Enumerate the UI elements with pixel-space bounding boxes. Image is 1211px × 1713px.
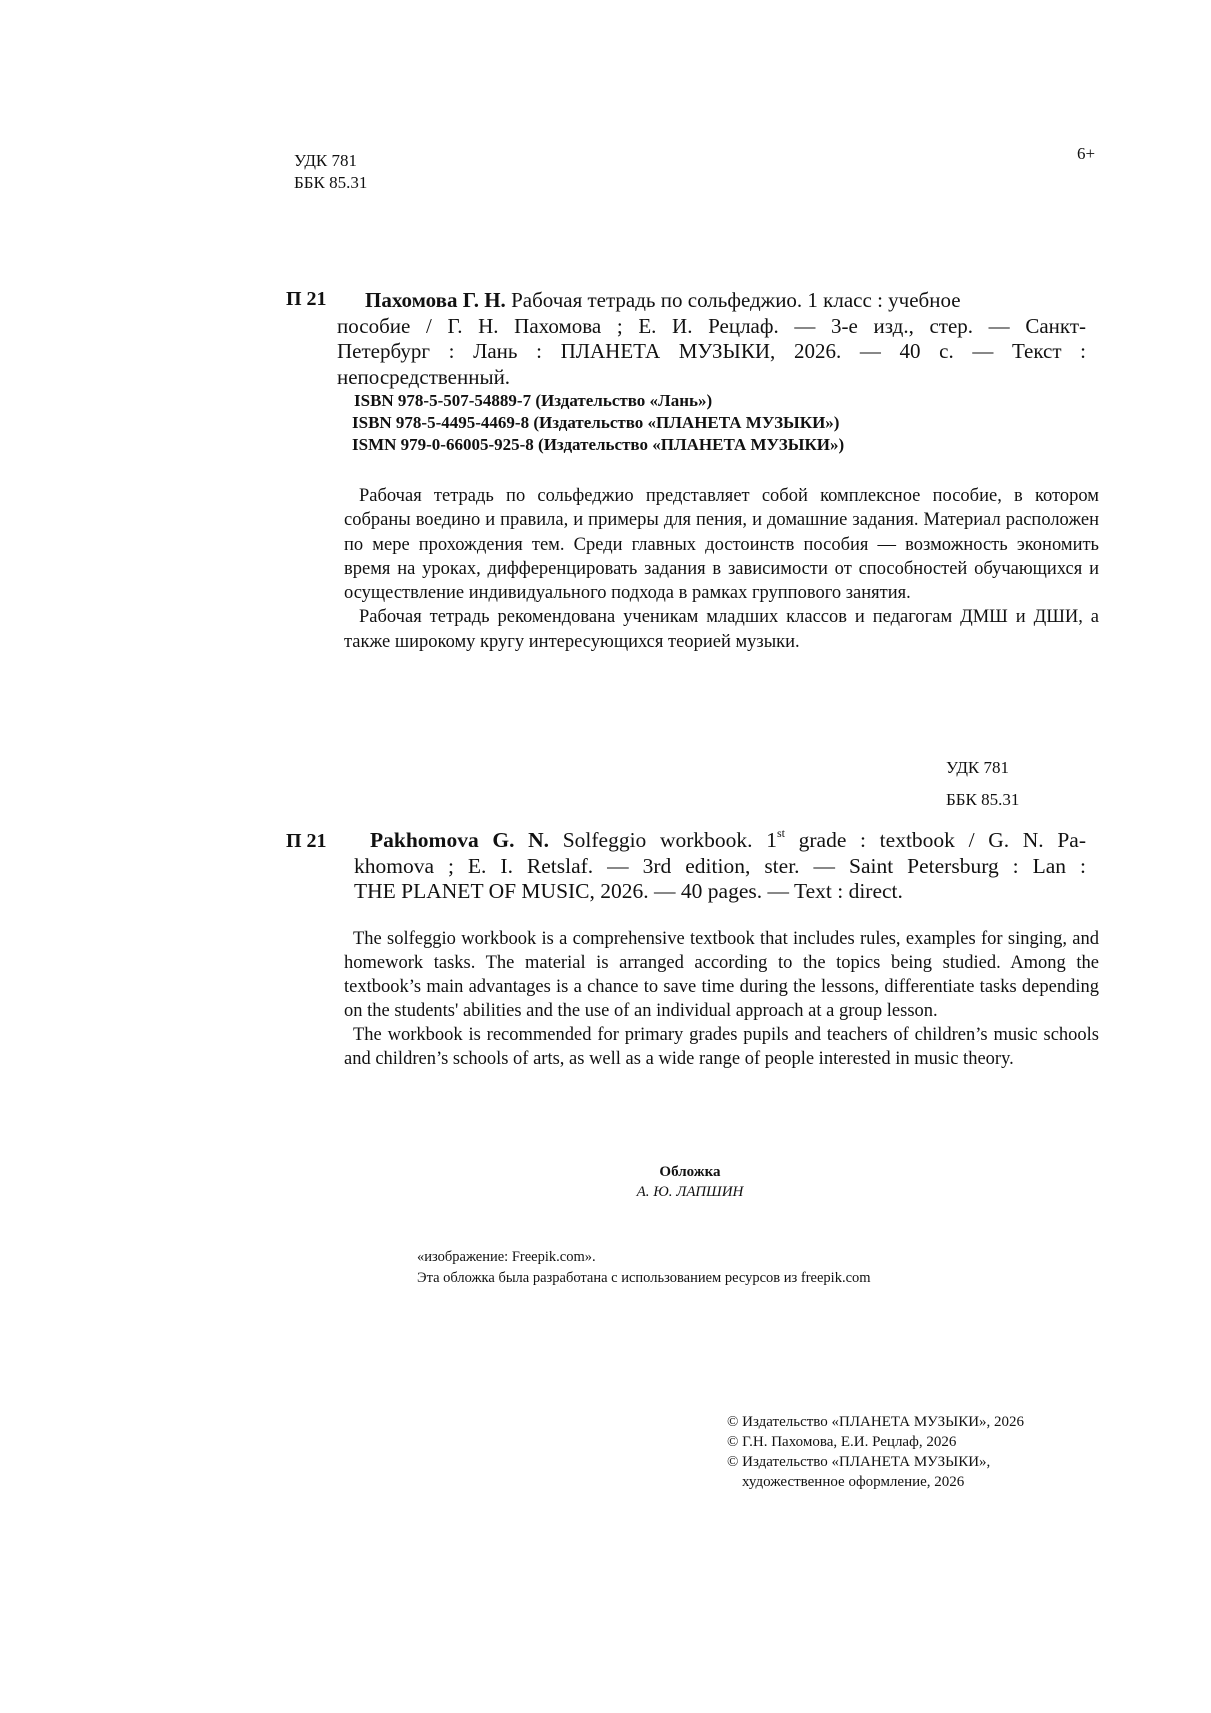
annotation-ru-paragraph-2: Рабочая тетрадь рекомендована ученикам младших классов и педагогам ДМШ и ДШИ, а также широкому кругу интересующихся теорией музыки. xyxy=(344,607,1099,652)
copyright-line-4: художественное оформление, 2026 xyxy=(742,1474,965,1490)
copyright-block xyxy=(727,1412,1024,1492)
copyright-line-3: © Издательство «ПЛАНЕТА МУЗЫКИ», xyxy=(727,1454,991,1470)
bib-line-4: непосредственный. xyxy=(337,364,511,389)
cover-label: Обложка xyxy=(659,1164,721,1180)
ordinal-suffix: st xyxy=(776,826,785,840)
annotation-ru-paragraph-1: Рабочая тетрадь по сольфеджио представляет собой комплексное пособие, в котором собраны воедино и правила, и примеры для пения, и домашние задания. Материал расположен по мере прохождения тем. Среди главных достоинств пособия — возможность экономить время на уроках, дифференцировать задания в зависимости от способностей обучающихся и осуществление индивидуального подхода в рамках группового занятия. xyxy=(344,486,1099,604)
copyright-line-1: © Издательство «ПЛАНЕТА МУЗЫКИ», 2026 xyxy=(727,1414,1025,1430)
bib-line-1 xyxy=(337,288,1086,314)
image-credit-line-2: Эта обложка была разработана с использованием ресурсов из freepik.com xyxy=(417,1270,871,1286)
ismn-planet: ISMN 979-0-66005-925-8 (Издательство «ПЛАНЕТА МУЗЫКИ») xyxy=(352,435,845,454)
title-en-b: grade : textbook / G. N. Pa- xyxy=(798,828,1087,852)
udk-code: УДК 781 xyxy=(294,151,358,170)
age-rating: 6+ xyxy=(1077,144,1096,163)
en-bib-line-2: khomova ; E. I. Retslaf. — 3rd edition, ster. — Saint Petersburg : Lan : xyxy=(354,853,1086,878)
title-ru: Рабочая тетрадь по сольфеджио. 1 класс : учебное xyxy=(511,288,961,312)
author-sign-ru: П 21 xyxy=(286,288,327,310)
author-en: Pakhomova G. N. xyxy=(370,828,550,852)
annotation-ru xyxy=(344,484,1099,654)
cover-artist: А. Ю. ЛАПШИН xyxy=(636,1184,744,1200)
bbk-code: ББК 85.31 xyxy=(294,173,368,192)
bib-line-2: пособие / Г. Н. Пахомова ; Е. И. Рецлаф. — 3-е изд., стер. — Санкт- xyxy=(337,313,1086,338)
bibliographic-record-en xyxy=(354,828,1086,905)
classification-block-en xyxy=(946,752,1019,816)
bib-line-3: Петербург : Лань : ПЛАНЕТА МУЗЫКИ, 2026. — 40 с. — Текст : xyxy=(337,339,1086,363)
udk-code-en: УДК 781 xyxy=(946,758,1010,777)
annotation-en-paragraph-1: The solfeggio workbook is a comprehensive textbook that includes rules, examples for singing, and homework tasks. The material is arranged according to the topics being studied. Among the textbook’s main advantages is a chance to save time during the lessons, differentiate tasks depending on the students' abilities and the use of an individual approach at a group lesson. xyxy=(344,929,1099,1021)
author-ru: Пахомова Г. Н. xyxy=(365,288,506,312)
classification-block-top xyxy=(294,150,367,194)
bibliographic-record-ru xyxy=(337,288,1086,390)
author-sign-en: П 21 xyxy=(286,830,327,852)
isbn-planet: ISBN 978-5-4495-4469-8 (Издательство «ПЛАНЕТА МУЗЫКИ») xyxy=(352,413,840,432)
image-credit xyxy=(417,1247,871,1289)
en-bib-line-1 xyxy=(370,828,1086,854)
isbn-list xyxy=(354,390,844,456)
bbk-code-en: ББК 85.31 xyxy=(946,790,1020,809)
en-bib-line-3: THE PLANET OF MUSIC, 2026. — 40 pages. — Text : direct. xyxy=(354,879,903,903)
title-en-a: Solfeggio workbook. 1 xyxy=(562,828,777,852)
annotation-en-paragraph-2: The workbook is recommended for primary grades pupils and teachers of children’s music schools and children’s schools of arts, as well as a wide range of people interested in music theory. xyxy=(344,1025,1099,1069)
copyright-line-2: © Г.Н. Пахомова, Е.И. Рецлаф, 2026 xyxy=(727,1434,957,1450)
isbn-lan: ISBN 978-5-507-54889-7 (Издательство «Лань») xyxy=(354,391,713,410)
image-credit-line-1: «изображение: Freepik.com». xyxy=(417,1249,596,1265)
annotation-en xyxy=(344,927,1099,1071)
